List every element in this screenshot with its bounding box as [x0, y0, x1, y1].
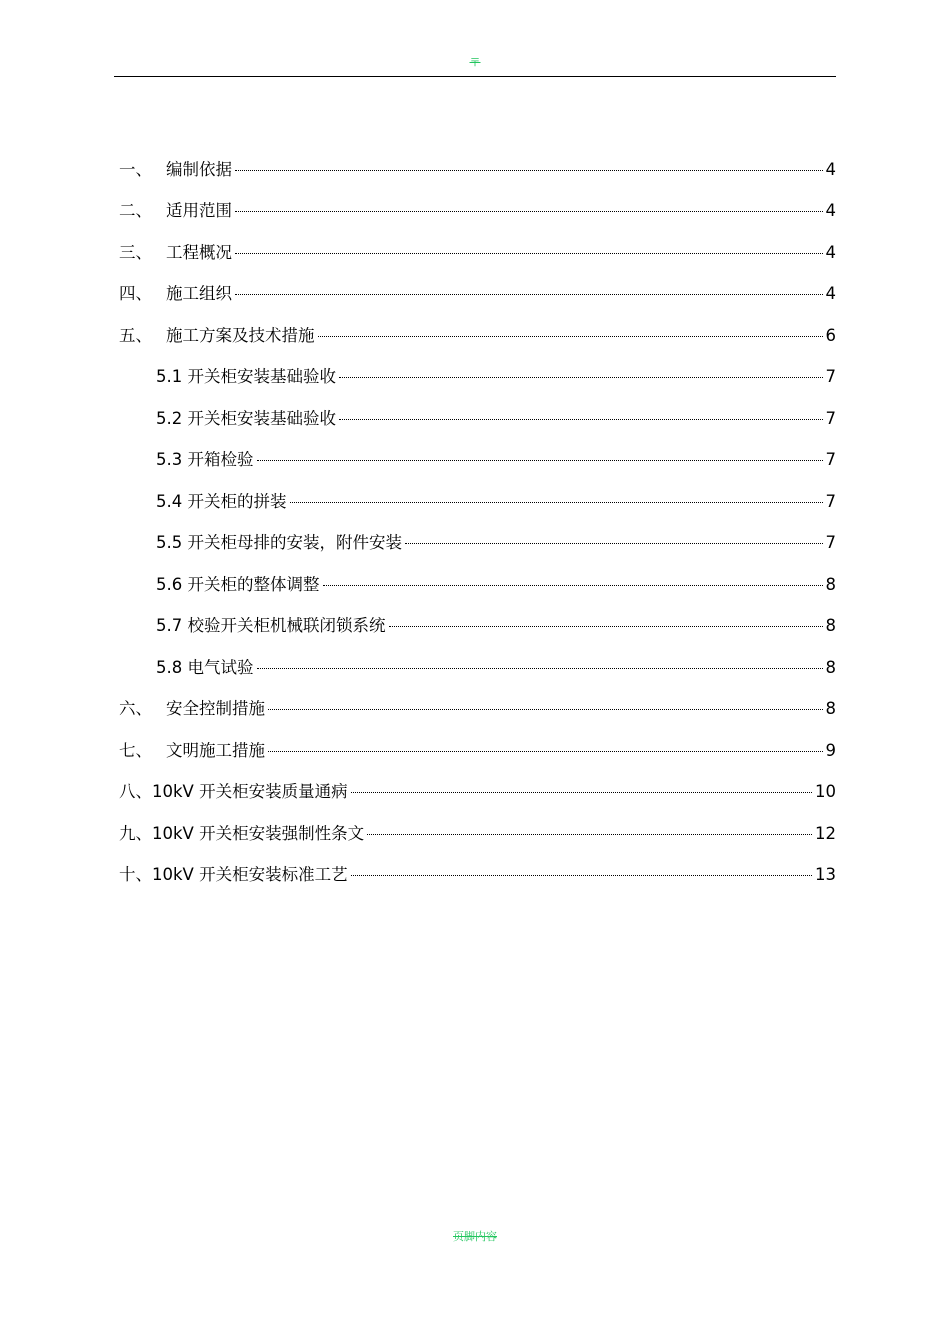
toc-entry[interactable]	[119, 697, 836, 721]
toc-page: 12	[815, 824, 836, 843]
toc-entry[interactable]	[119, 241, 836, 265]
toc-entry[interactable]	[156, 365, 836, 389]
toc-entry[interactable]	[119, 739, 836, 763]
toc-title: 10kV 开关柜安装强制性条文	[152, 824, 365, 843]
toc-entry[interactable]	[156, 656, 836, 680]
toc-leader	[257, 668, 823, 669]
toc-entry[interactable]	[156, 614, 836, 638]
toc-leader	[351, 875, 812, 876]
toc-leader	[235, 253, 823, 254]
toc-leader	[318, 336, 823, 337]
toc-title: 校验开关柜机械联闭锁系统	[187, 616, 386, 635]
toc-title: 工程概况	[166, 243, 232, 262]
toc-entry[interactable]	[119, 822, 836, 846]
toc-page: 4	[825, 201, 836, 220]
toc-page: 9	[825, 741, 836, 760]
toc-entry[interactable]	[156, 448, 836, 472]
toc-leader	[235, 211, 823, 212]
toc-title: 10kV 开关柜安装质量通病	[152, 782, 348, 801]
header-mark: 〒	[469, 56, 481, 69]
toc-title: 开关柜的拼装	[187, 492, 287, 511]
toc-leader	[235, 294, 823, 295]
toc-page: 4	[825, 284, 836, 303]
toc-title: 开关柜安装基础验收	[187, 367, 336, 386]
toc-number: 5.2	[156, 409, 183, 428]
toc-leader	[257, 460, 823, 461]
toc-number: 5.1	[156, 367, 183, 386]
toc-number: 七、	[119, 741, 152, 760]
toc-page: 7	[825, 450, 836, 469]
toc-entry[interactable]	[119, 780, 836, 804]
toc-entry[interactable]	[119, 324, 836, 348]
toc-page: 10	[815, 782, 836, 801]
toc-leader	[389, 626, 823, 627]
toc-page: 8	[825, 699, 836, 718]
toc-leader	[339, 377, 823, 378]
toc-title: 编制依据	[166, 160, 232, 179]
toc-title: 施工方案及技术措施	[166, 326, 315, 345]
toc-number: 十、	[119, 865, 152, 884]
toc-number: 二、	[119, 201, 152, 220]
toc-entry[interactable]	[119, 282, 836, 306]
toc-leader	[405, 543, 823, 544]
toc-title: 开关柜的整体调整	[187, 575, 320, 594]
toc-number: 5.3	[156, 450, 183, 469]
toc-title: 开关柜母排的安装，附件安装	[187, 533, 402, 552]
toc-number: 5.7	[156, 616, 183, 635]
toc-leader	[268, 709, 823, 710]
toc-number: 四、	[119, 284, 152, 303]
toc-page: 6	[825, 326, 836, 345]
toc-title: 施工组织	[166, 284, 232, 303]
toc-number: 5.4	[156, 492, 183, 511]
toc-number: 六、	[119, 699, 152, 718]
toc-title: 电气试验	[187, 658, 254, 677]
toc-page: 8	[825, 575, 836, 594]
toc-number: 5.8	[156, 658, 183, 677]
toc-entry[interactable]	[119, 158, 836, 182]
toc-title: 开箱检验	[187, 450, 254, 469]
footer-mark: 页脚内容	[453, 1230, 497, 1243]
header-rule	[114, 76, 836, 77]
toc-page: 8	[825, 658, 836, 677]
toc-page: 13	[815, 865, 836, 884]
toc-page: 7	[825, 492, 836, 511]
toc-entry[interactable]	[119, 199, 836, 223]
toc-entry[interactable]	[119, 863, 836, 887]
toc-number: 三、	[119, 243, 152, 262]
toc-number: 5.5	[156, 533, 183, 552]
toc-leader	[323, 585, 823, 586]
toc-leader	[339, 419, 823, 420]
toc-entry[interactable]	[156, 407, 836, 431]
toc-leader	[351, 792, 812, 793]
toc-title: 10kV 开关柜安装标准工艺	[152, 865, 348, 884]
toc-page: 7	[825, 367, 836, 386]
toc-number: 五、	[119, 326, 152, 345]
toc-leader	[290, 502, 823, 503]
toc-leader	[268, 751, 823, 752]
toc-page: 7	[825, 409, 836, 428]
toc-number: 八、	[119, 782, 152, 801]
toc-title: 安全控制措施	[166, 699, 265, 718]
toc-title: 文明施工措施	[166, 741, 265, 760]
toc-entry[interactable]	[156, 573, 836, 597]
toc-entry[interactable]	[156, 531, 836, 555]
toc-entry[interactable]	[156, 490, 836, 514]
toc-leader	[235, 170, 823, 171]
toc-page: 4	[825, 160, 836, 179]
toc-number: 5.6	[156, 575, 183, 594]
toc-number: 九、	[119, 824, 152, 843]
toc-title: 适用范围	[166, 201, 232, 220]
toc-title: 开关柜安装基础验收	[187, 409, 336, 428]
toc-page: 4	[825, 243, 836, 262]
toc-number: 一、	[119, 160, 152, 179]
toc-leader	[367, 834, 812, 835]
toc-page: 7	[825, 533, 836, 552]
toc-page: 8	[825, 616, 836, 635]
